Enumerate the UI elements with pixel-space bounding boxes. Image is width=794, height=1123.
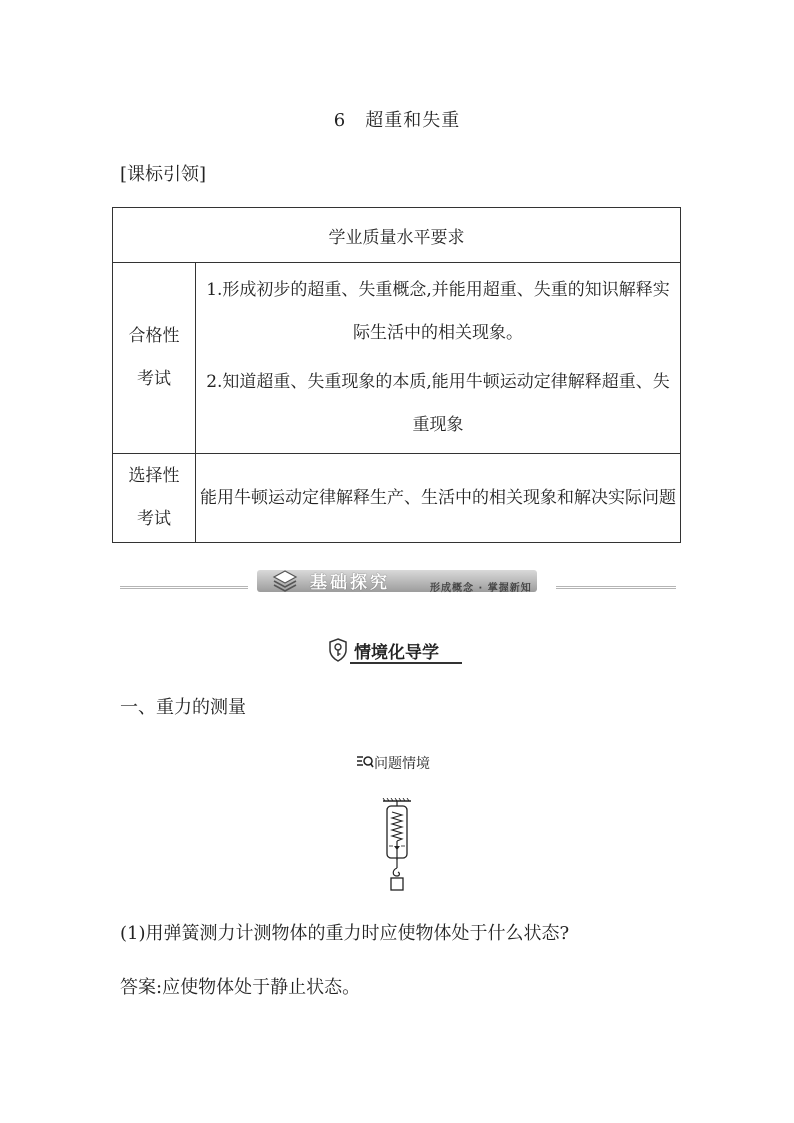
list-search-icon [356,754,374,770]
level-cell [113,263,196,454]
spring-scale-figure [380,798,414,892]
requirement-text: 1.形成初步的超重、失重概念,并能用超重、失重的知识解释实际生活中的相关现象。 [206,280,670,343]
table-row [113,454,681,543]
requirement-cell [196,454,681,543]
table-row [113,263,681,454]
banner-subtitle: 形成概念 · 掌握新知 [430,583,532,594]
requirement-cell [196,263,681,454]
layers-icon [272,569,298,593]
question-1: (1)用弹簧测力计测物体的重力时应使物体处于什么状态? [120,923,570,944]
subheading-text: 情境化导学 [354,643,439,663]
requirement-text: 2.知道超重、失重现象的本质,能用牛顿运动定律解释超重、失重现象 [206,372,670,435]
banner-divider [120,586,248,589]
level-label: 考试 [137,509,171,529]
banner-divider [556,586,676,589]
answer-1: 答案:应使物体处于静止状态。 [120,977,361,998]
table-header: 学业质量水平要求 [113,208,681,263]
situation-text: 问题情境 [374,756,430,772]
level-label: 考试 [137,369,171,389]
table-header-row [113,208,681,263]
level-label: 选择性 [128,466,180,486]
level-label: 合格性 [128,326,180,346]
page-title: 6 超重和失重 [333,110,461,131]
section-label: [课标引领] [120,164,207,185]
level-cell [113,454,196,543]
subheading-underline [350,662,462,664]
standards-table [112,207,681,543]
heading-1: 一、重力的测量 [120,697,246,718]
section-banner [120,566,676,596]
key-shield-icon [328,638,348,662]
requirement-text: 能用牛顿运动定律解释生产、生活中的相关现象和解决实际问题 [200,487,676,508]
banner-title: 基础探究 [310,573,390,593]
